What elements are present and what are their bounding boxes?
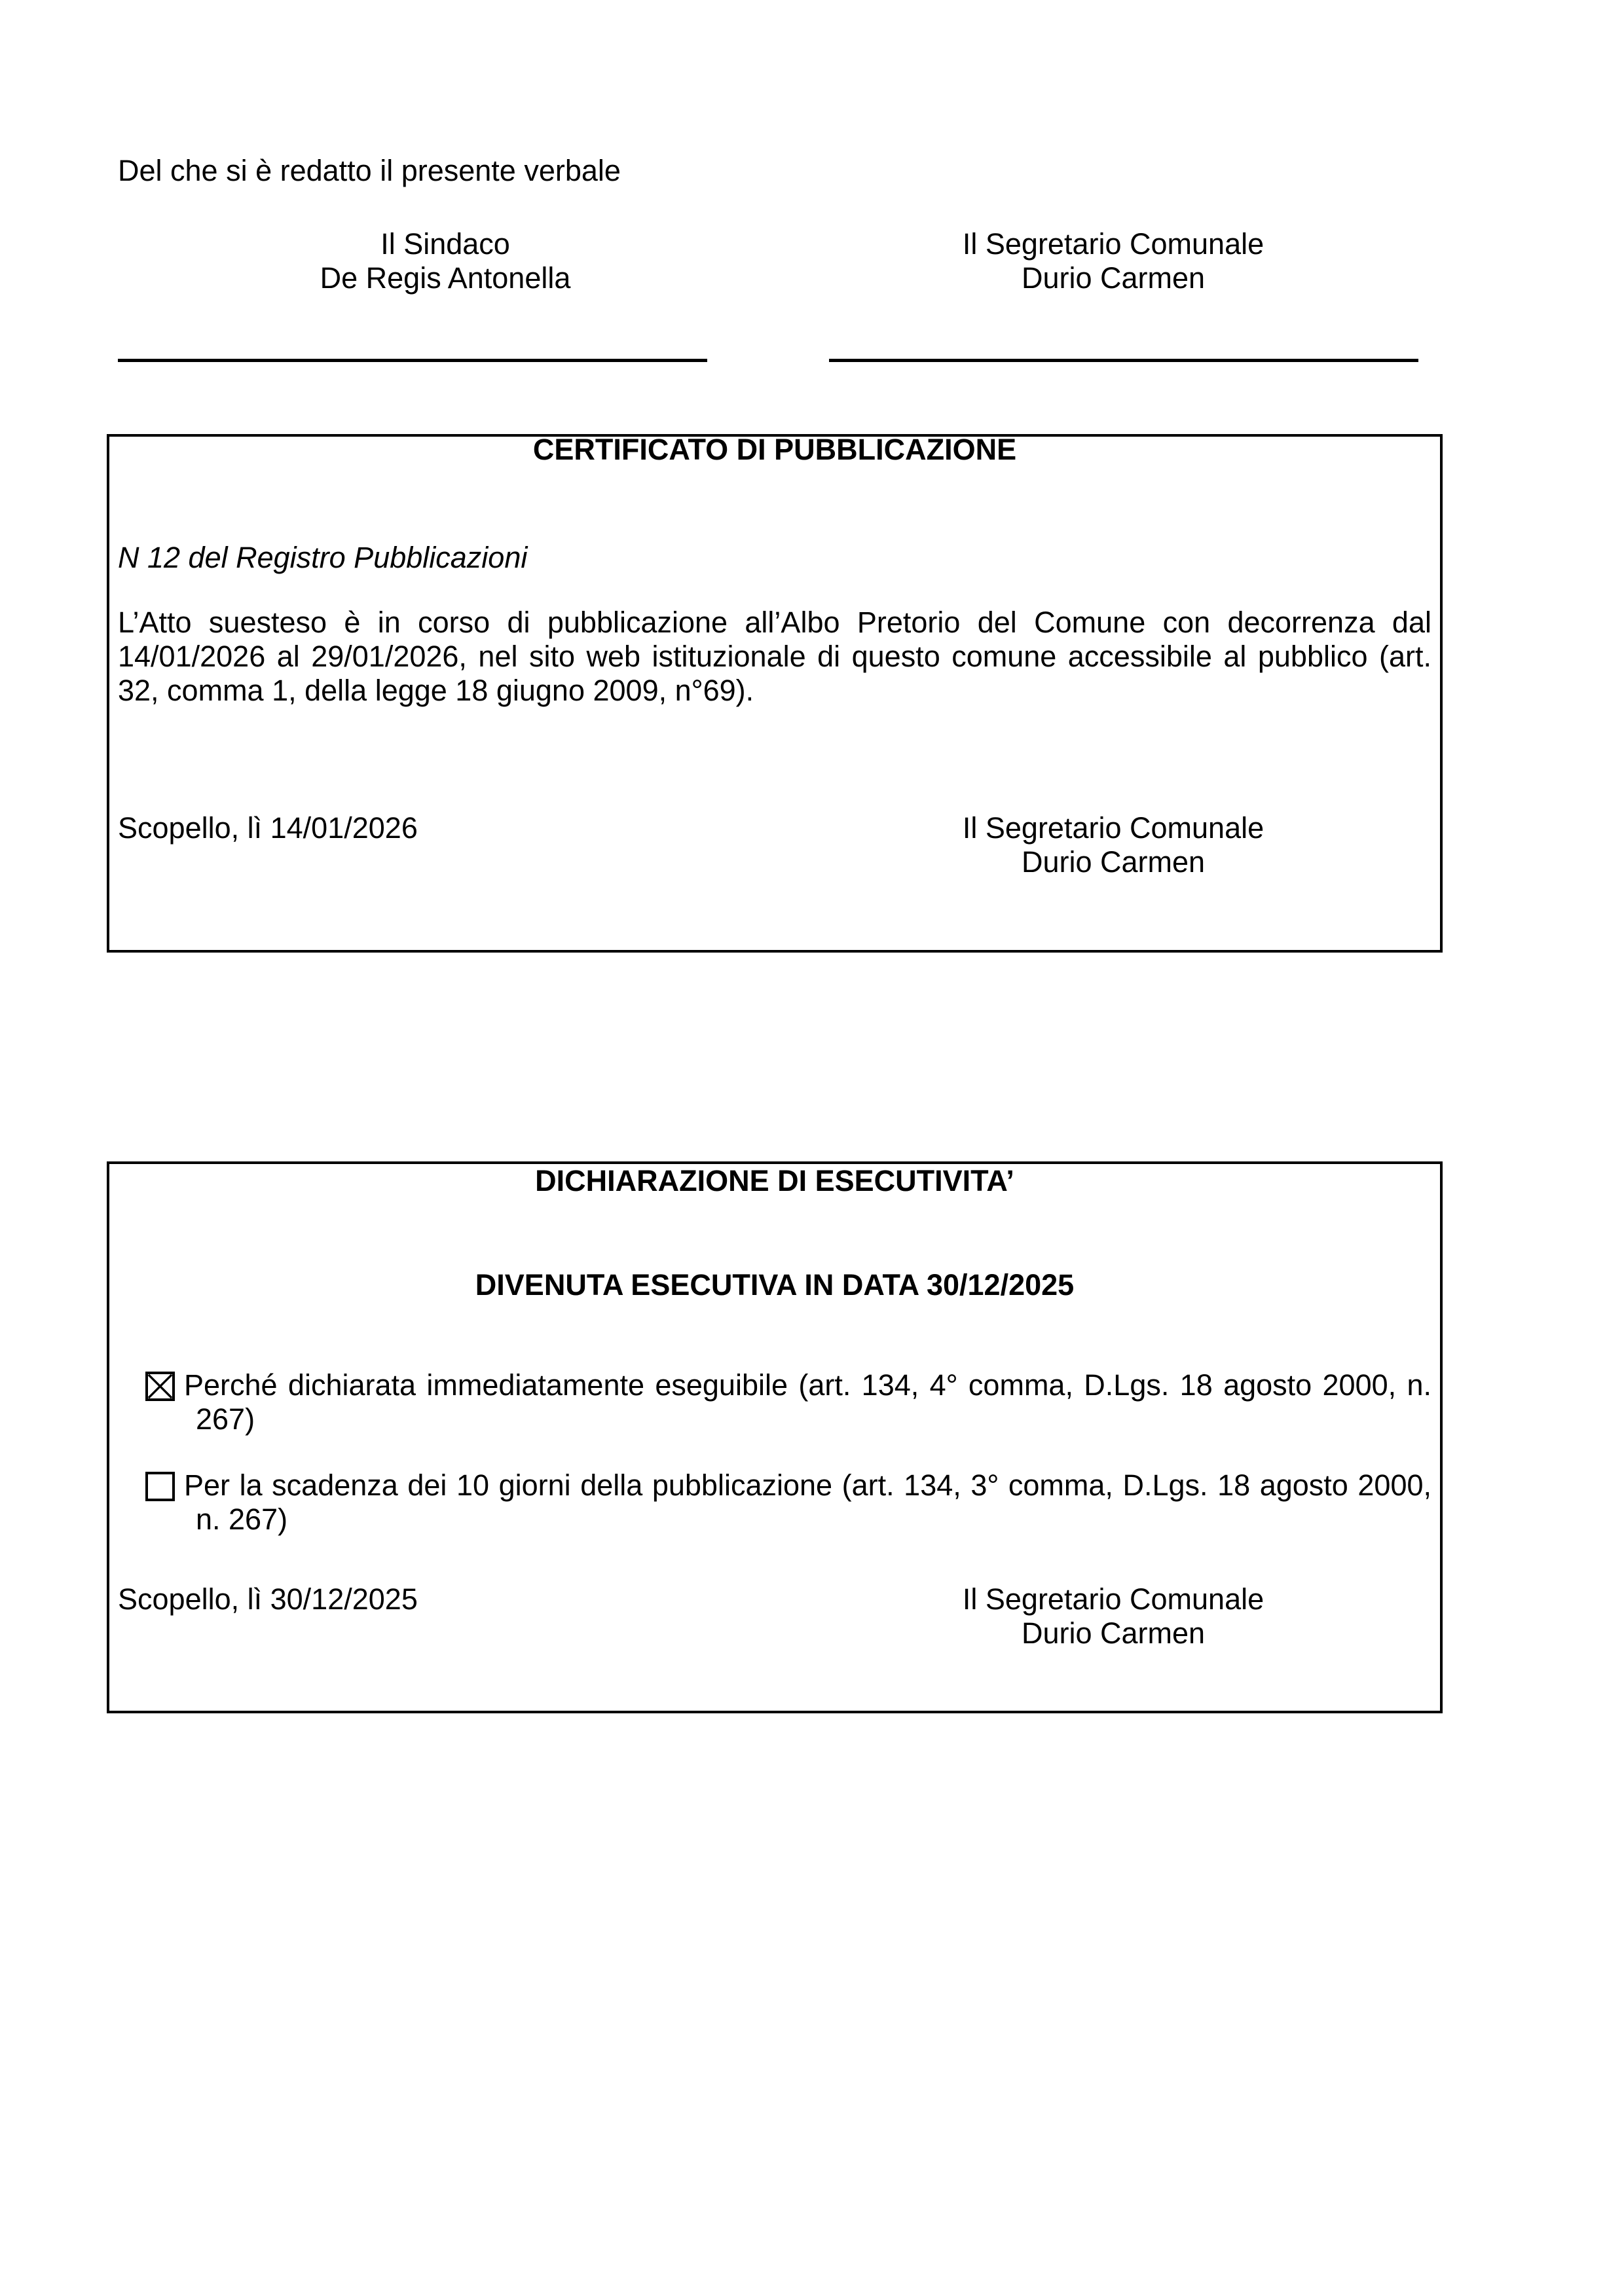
esecutivita-signer-role: Il Segretario Comunale (962, 1582, 1264, 1616)
certificato-signer (786, 811, 1441, 879)
certificato-signer-role: Il Segretario Comunale (962, 811, 1264, 845)
signature-line-left (118, 359, 707, 362)
esecutivita-box (107, 1161, 1443, 1713)
esecutivita-signer-name: Durio Carmen (1021, 1616, 1206, 1650)
esecutivita-subtitle: DIVENUTA ESECUTIVA IN DATA 30/12/2025 (475, 1268, 1075, 1302)
certificato-registro: N 12 del Registro Pubblicazioni (118, 541, 528, 574)
esecutivita-option-immediata (118, 1368, 1431, 1436)
certificato-body: L’Atto suesteso è in corso di pubblicazione all’Albo Pretorio del Comune con decorrenza dal 14/01/2026 al 29/01/2026, nel sito web istituzionale di questo comune accessibile al pubblico (art. 32, comma 1, della legge 18 giugno 2009, n°69). (118, 606, 1431, 707)
signatory-left-name: De Regis Antonella (320, 261, 571, 295)
signatory-right-role: Il Segretario Comunale (962, 227, 1264, 261)
signatory-right (786, 227, 1441, 295)
checkbox-checked-icon (145, 1372, 175, 1401)
esecutivita-title: DICHIARAZIONE DI ESECUTIVITA’ (535, 1164, 1014, 1197)
option-label: Per la scadenza dei 10 giorni della pubblicazione (art. 134, 3° comma, D.Lgs. 18 agosto 2000, n. 267) (184, 1468, 1431, 1536)
signatory-left (118, 227, 773, 295)
certificato-place-date: Scopello, lì 14/01/2026 (118, 811, 418, 845)
option-label: Perché dichiarata immediatamente eseguibile (art. 134, 4° comma, D.Lgs. 18 agosto 2000, n. 267) (184, 1368, 1431, 1436)
certificato-signer-name: Durio Carmen (1021, 845, 1206, 879)
signatory-right-name: Durio Carmen (1021, 261, 1206, 295)
intro-line: Del che si è redatto il presente verbale (118, 154, 621, 187)
signature-line-right (829, 359, 1418, 362)
esecutivita-signer (786, 1582, 1441, 1650)
signatory-left-role: Il Sindaco (380, 227, 510, 261)
esecutivita-place-date: Scopello, lì 30/12/2025 (118, 1582, 418, 1616)
esecutivita-option-scadenza (118, 1468, 1431, 1537)
certificato-title: CERTIFICATO DI PUBBLICAZIONE (532, 433, 1017, 466)
checkbox-empty-icon (145, 1472, 175, 1501)
checkbox-x-mark (148, 1374, 172, 1398)
certificato-box (107, 434, 1443, 953)
